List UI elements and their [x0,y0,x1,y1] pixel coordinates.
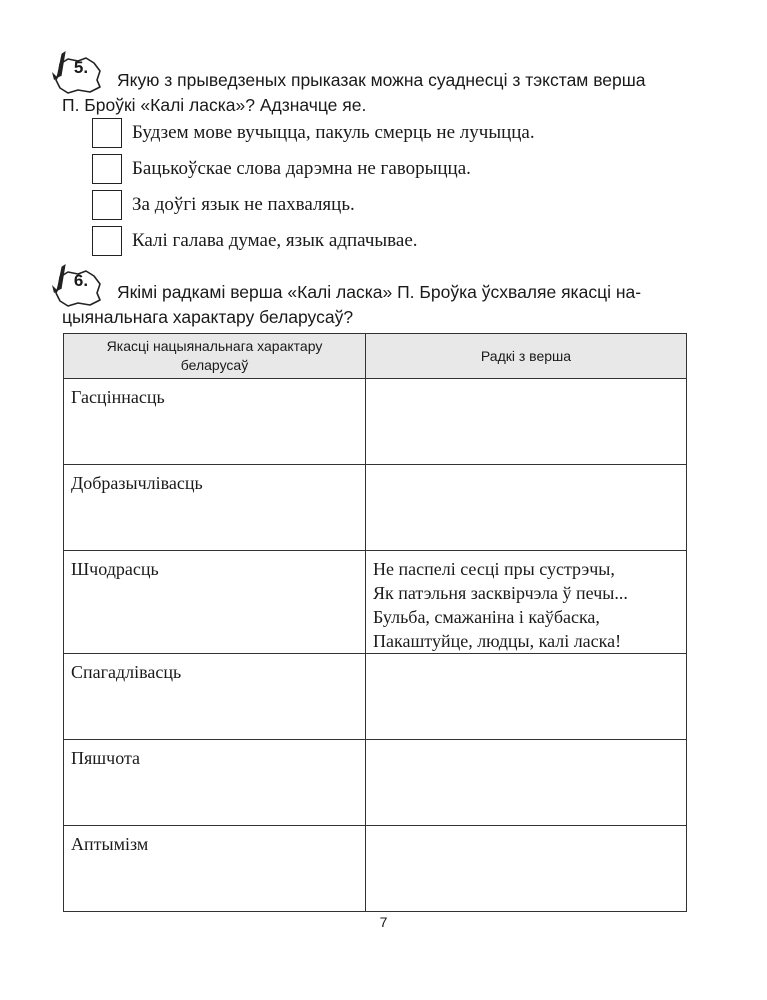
table-header-row [64,334,687,379]
table-row [64,740,687,826]
poem-line: Бульба, смажаніна і каўбаска, [373,607,600,627]
answer-cell[interactable] [366,654,687,740]
option-2-checkbox[interactable] [92,154,122,184]
task-5-number: 5. [73,58,89,77]
quality-cell: Гасціннасць [64,379,366,465]
table-row [64,379,687,465]
task-6-number: 6. [73,271,89,290]
page-number: 7 [379,914,388,930]
quality-cell: Шчодрасць [64,551,366,654]
task-5-question-line2: П. Броўкі «Калі ласка»? Адзначце яе. [62,95,367,115]
table-row [64,826,687,912]
option-1[interactable] [92,118,692,155]
qualities-table [63,333,687,912]
answer-cell[interactable] [366,826,687,912]
task-6-badge [48,263,104,303]
poem-line: Як патэльня засквірчэла ў печы... [373,583,628,603]
header-qualities: Якасці нацыянальнага характару беларусаў [64,334,366,379]
task-6-question [62,280,697,330]
answer-cell[interactable] [366,551,687,654]
task-6-question-line2: цыянальнага характару беларусаў? [62,307,354,327]
task-5-question [62,68,697,118]
table-row [64,465,687,551]
option-1-label: Будзем мове вучыцца, пакуль смерць не лучыцца. [132,122,535,143]
option-2-label: Бацькоўскае слова дарэмна не гаворыцца. [132,158,471,179]
answer-cell[interactable] [366,379,687,465]
header-lines: Радкі з верша [366,334,687,379]
table-row [64,551,687,654]
task-6-question-line1: Якімі радкамі верша «Калі ласка» П. Броўка ўсхваляе якасці на- [117,282,642,302]
answer-cell[interactable] [366,465,687,551]
answer-cell[interactable] [366,740,687,826]
table-row [64,654,687,740]
option-3[interactable] [92,190,692,227]
quality-cell: Спагадлівасць [64,654,366,740]
quality-cell: Добразычлівасць [64,465,366,551]
option-3-label: За доўгі язык не пахваляць. [132,194,355,215]
quality-cell: Пяшчота [64,740,366,826]
option-4-label: Калі галава думае, язык адпачывае. [132,230,418,251]
option-3-checkbox[interactable] [92,190,122,220]
poem-line: Пакаштуйце, людцы, калі ласка! [373,631,622,651]
option-4[interactable] [92,226,692,263]
option-2[interactable] [92,154,692,191]
option-4-checkbox[interactable] [92,226,122,256]
option-1-checkbox[interactable] [92,118,122,148]
task-5-question-line1: Якую з прыведзеных прыказак можна суаднесці з тэкстам верша [117,70,646,90]
quality-cell: Аптымізм [64,826,366,912]
task-5-badge [48,50,104,90]
poem-line: Не паспелі сесці пры сустрэчы, [373,559,615,579]
